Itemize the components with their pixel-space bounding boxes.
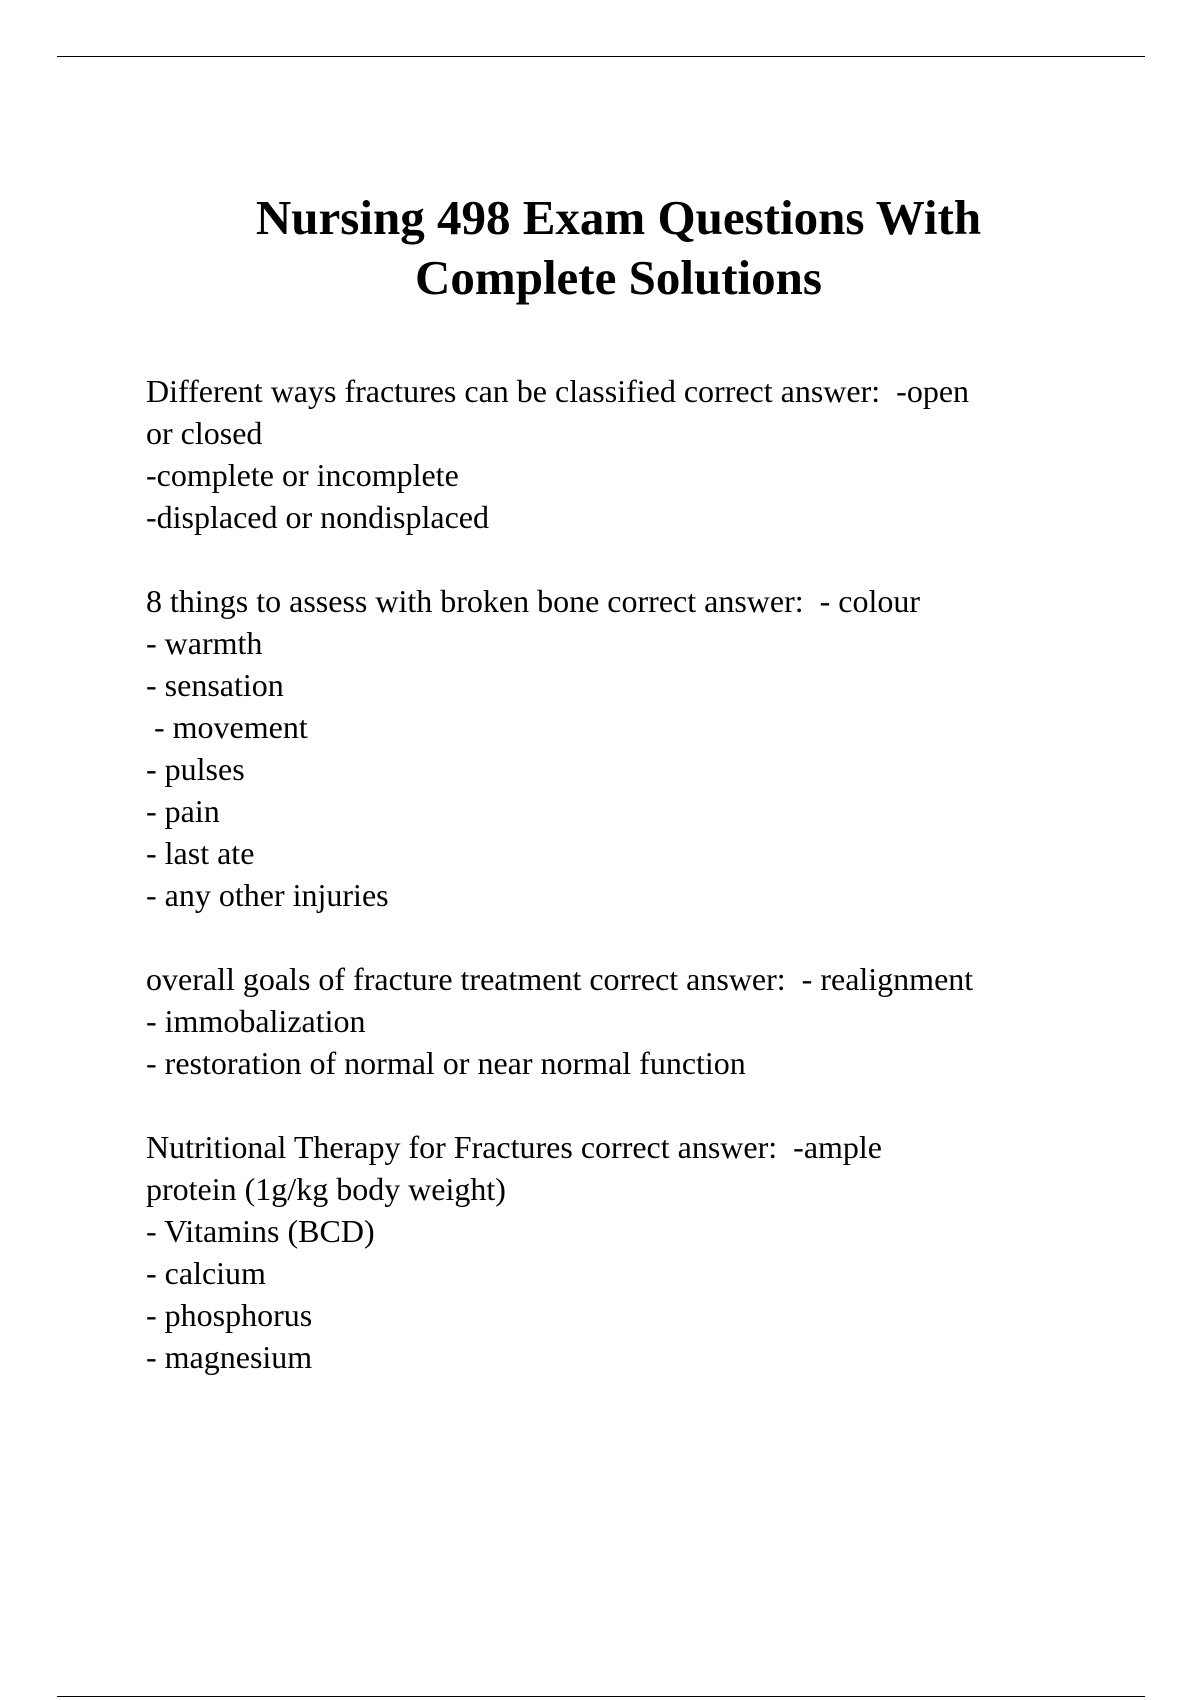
text-line: or closed [146,415,263,451]
text-line: - sensation [146,667,284,703]
qa-item-fracture-classification [146,370,1146,538]
document-title [60,188,1177,308]
text-line: - immobalization [146,1003,366,1039]
title-line: Complete Solutions [414,250,822,305]
qa-item-broken-bone-assessment [146,580,1146,916]
qa-item-fracture-treatment-goals [146,958,1146,1084]
text-line: -complete or incomplete [146,457,459,493]
text-line: - pulses [146,751,245,787]
text-line: - phosphorus [146,1297,313,1333]
text-line: Different ways fractures can be classified correct answer: -open [146,373,970,409]
text-line: - calcium [146,1255,266,1291]
footer-rule [57,1696,1145,1697]
text-line: - warmth [146,625,263,661]
text-line: - restoration of normal or near normal function [146,1045,746,1081]
text-line: -displaced or nondisplaced [146,499,489,535]
text-line: Nutritional Therapy for Fractures correct answer: -ample [146,1129,882,1165]
title-line: Nursing 498 Exam Questions With [255,190,982,245]
text-line: - last ate [146,835,255,871]
text-line: - movement [146,709,308,745]
text-line: - any other injuries [146,877,389,913]
document-body [146,370,1146,1420]
text-line: - pain [146,793,220,829]
text-line: - Vitamins (BCD) [146,1213,375,1249]
text-line: 8 things to assess with broken bone correct answer: - colour [146,583,921,619]
text-line: overall goals of fracture treatment correct answer: - realignment [146,961,974,997]
qa-item-nutritional-therapy [146,1126,1146,1378]
header-rule [57,56,1145,57]
text-line: protein (1g/kg body weight) [146,1171,506,1207]
text-line: - magnesium [146,1339,313,1375]
